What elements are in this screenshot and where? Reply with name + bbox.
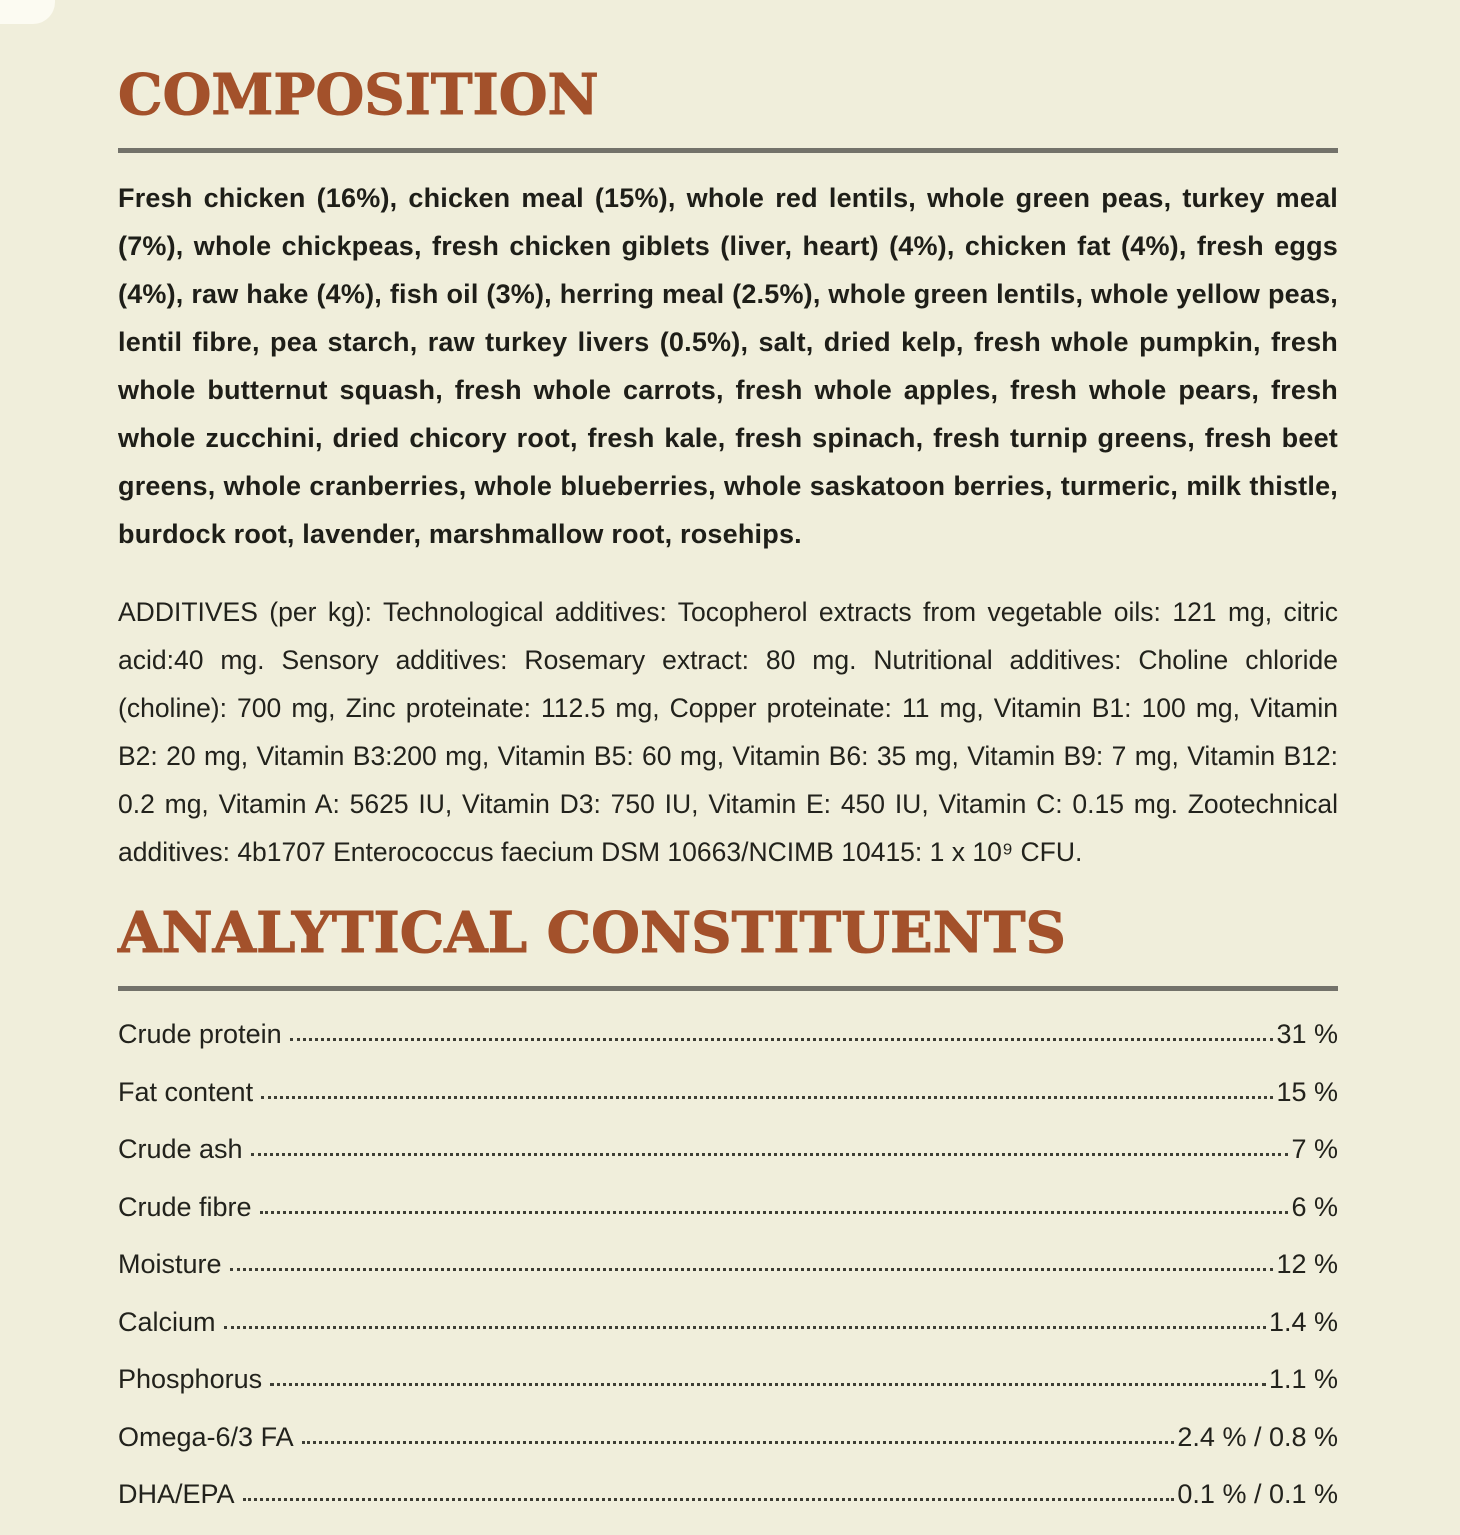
row-value: 1.1 % [1268, 1364, 1338, 1394]
analytical-table [118, 1017, 1338, 1535]
row-value: 6 % [1291, 1191, 1338, 1222]
dot-leader [243, 1477, 1175, 1501]
composition-divider-rule [118, 148, 1338, 153]
row-label: Crude protein [118, 1019, 282, 1049]
dot-leader [270, 1362, 1266, 1386]
additives-paragraph: ADDITIVES (per kg): Technological additives: Tocopherol extracts from vegetable oils: 121 mg, citric acid:40 mg. Sensory additives: Rosemary extract: 80 mg. Nutritional additives: Choline chloride (choline): 700 mg, Zinc proteinate: 112.5 mg, Copper proteinate: 11 mg, Vitamin B1: 100 mg, Vitamin B2: 20 mg, Vitamin B3:200 mg, Vitamin B5: 60 mg, Vitamin B6: 35 mg, Vitamin B9: 7 mg, Vitamin B12: 0.2 mg, Vitamin A: 5625 IU, Vitamin D3: 750 IU, Vitamin E: 450 IU, Vitamin C: 0.15 mg. Zootechnical additives: 4b1707 Enterococcus faecium DSM 10663/NCIMB 10415: 1 x 10⁹ CFU. [118, 597, 1338, 867]
dot-leader [260, 1190, 1289, 1214]
row-value: 15 % [1276, 1076, 1338, 1107]
dot-leader [230, 1247, 1274, 1271]
dot-leader [290, 1017, 1274, 1041]
row-label: Crude fibre [118, 1191, 252, 1222]
row-label: Phosphorus [118, 1364, 263, 1394]
table-row [118, 1017, 1338, 1075]
row-label: Crude ash [118, 1134, 243, 1164]
row-value: 12 % [1276, 1249, 1338, 1279]
table-row [118, 1477, 1338, 1535]
composition-title: COMPOSITION [118, 62, 599, 128]
row-value: 31 % [1276, 1019, 1338, 1049]
row-value: 0.1 % / 0.1 % [1177, 1479, 1338, 1509]
analytical-section [118, 900, 1338, 1535]
dot-leader [251, 1132, 1289, 1156]
row-label: Omega-6/3 FA [118, 1421, 294, 1452]
dot-leader [261, 1075, 1273, 1099]
row-label: DHA/EPA [118, 1479, 235, 1509]
page-corner-artifact [0, 0, 55, 24]
dot-leader [302, 1420, 1175, 1444]
table-row [118, 1420, 1338, 1478]
ingredients-paragraph: Fresh chicken (16%), chicken meal (15%), whole red lentils, whole green peas, turkey meal (7%), whole chickpeas, fresh chicken giblets (liver, heart) (4%), chicken fat (4%), fresh eggs (4%), raw hake (4%), fish oil (3%), herring meal (2.5%), whole green lentils, whole yellow peas, lentil fibre, pea starch, raw turkey livers (0.5%), salt, dried kelp, fresh whole pumpkin, fresh whole butternut squash, fresh whole carrots, fresh whole apples, fresh whole pears, fresh whole zucchini, dried chicory root, fresh kale, fresh spinach, fresh turnip greens, fresh beet greens, whole cranberries, whole blueberries, whole saskatoon berries, turmeric, milk thistle, burdock root, lavender, marshmallow root, rosehips. [118, 183, 1338, 549]
composition-section [118, 62, 1338, 876]
row-label: Moisture [118, 1249, 222, 1279]
table-row [118, 1305, 1338, 1363]
table-row [118, 1362, 1338, 1420]
analytical-divider-rule [118, 986, 1338, 991]
row-label: Calcium [118, 1306, 216, 1337]
row-label: Fat content [118, 1076, 254, 1107]
analytical-title: ANALYTICAL CONSTITUENTS [118, 900, 1066, 966]
dot-leader [224, 1305, 1266, 1329]
row-value: 1.4 % [1268, 1306, 1338, 1337]
table-row [118, 1132, 1338, 1190]
table-row [118, 1247, 1338, 1305]
row-value: 7 % [1291, 1134, 1338, 1164]
table-row [118, 1075, 1338, 1133]
row-value: 2.4 % / 0.8 % [1177, 1421, 1338, 1452]
table-row [118, 1190, 1338, 1248]
